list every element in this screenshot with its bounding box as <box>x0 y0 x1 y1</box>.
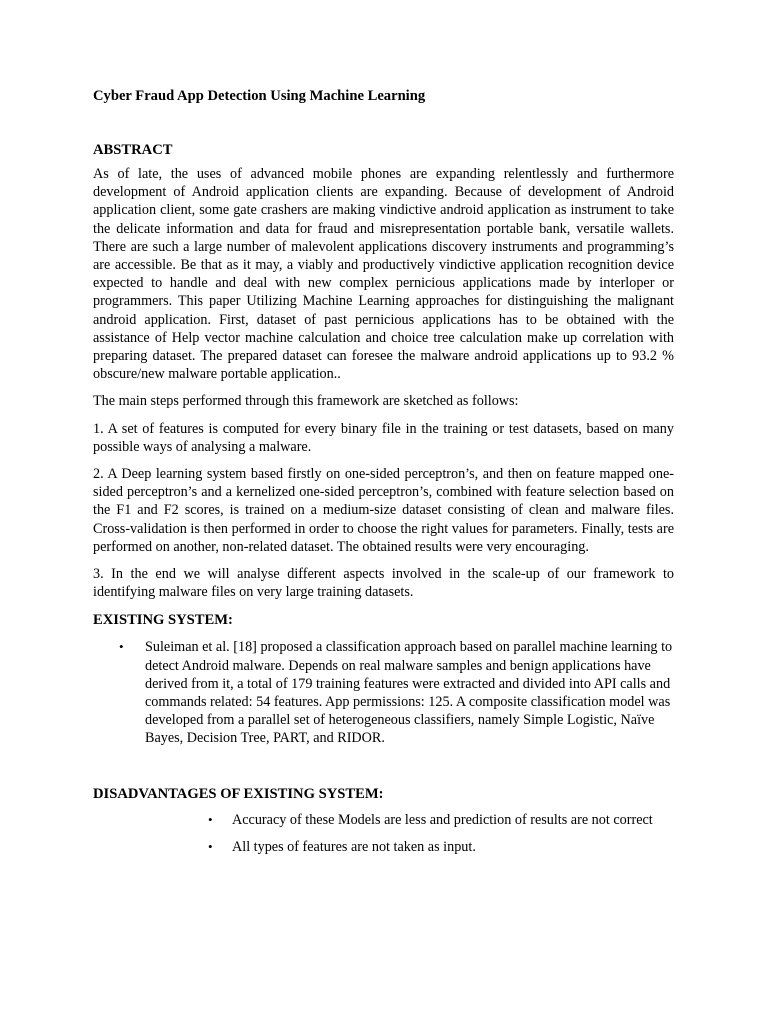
disadvantage-item-text: All types of features are not taken as input. <box>232 838 476 855</box>
existing-system-list <box>93 638 674 747</box>
disadvantages-list <box>93 811 674 856</box>
disadvantage-item-text: Accuracy of these Models are less and prediction of results are not correct <box>232 811 653 828</box>
document-title: Cyber Fraud App Detection Using Machine Learning <box>93 88 426 104</box>
disadvantages-heading: DISADVANTAGES OF EXISTING SYSTEM: <box>93 785 384 802</box>
list-item <box>208 811 662 829</box>
step-1: 1. A set of features is computed for every binary file in the training or test datasets, based on many possible ways of analysing a malware. <box>93 420 674 455</box>
step-3: 3. In the end we will analyse different aspects involved in the scale-up of our framework to identifying malware files on very large training datasets. <box>93 566 674 601</box>
existing-system-item-text: Suleiman et al. [18] proposed a classification approach based on parallel machine learning to detect Android malware. Depends on real malware samples and benign applications have derived from it, a total of 179 training features were extracted and divided into API calls and commands related: 54 features. App permissions: 125. A composite classification model was developed from a parallel set of heterogeneous classifiers, namely Simple Logistic, Naïve Bayes, Decision Tree, PART, and RIDOR. <box>145 639 673 747</box>
existing-system-heading: EXISTING SYSTEM: <box>93 612 233 629</box>
list-item <box>208 838 662 856</box>
document-page <box>93 86 674 856</box>
list-item <box>119 638 675 747</box>
bullet-icon: • <box>119 639 124 655</box>
abstract-body: As of late, the uses of advanced mobile phones are expanding relentlessly and furthermore development of Android application clients are expanding. Because of development of Android application client, some gate crashers are making vindictive android application as instrument to take the delicate information and data for fraud and misrepresentation portable bank, versatile wallets. There are such a large number of malevolent applications discovery instruments and programming’s are accessible. Be that as it may, a viably and productively vindictive application recognition device expected to handle and deal with new complex pernicious applications made by interloper or programmers. This paper Utilizing Machine Learning approaches for distinguishing the malignant android application. First, dataset of past pernicious applications has to be obtained with the assistance of Help vector machine calculation and choice tree calculation make up correlation with preparing dataset. The prepared dataset can foresee the malware android applications up to 93.2 % obscure/new malware portable application.. <box>93 166 674 383</box>
bullet-icon: • <box>208 811 213 827</box>
bullet-icon: • <box>208 838 213 854</box>
step-2: 2. A Deep learning system based firstly on one-sided perceptron’s, and then on feature mapped one-sided perceptron’s and a kernelized one-sided perceptron’s, combined with feature selection based on the F1 and F2 scores, is trained on a medium-size dataset consisting of clean and malware files. Cross-validation is then performed in order to choose the right values for parameters. Finally, tests are performed on another, non-related dataset. The obtained results were very encouraging. <box>93 466 674 555</box>
abstract-heading: ABSTRACT <box>93 142 173 158</box>
steps-intro: The main steps performed through this framework are sketched as follows: <box>93 393 519 410</box>
